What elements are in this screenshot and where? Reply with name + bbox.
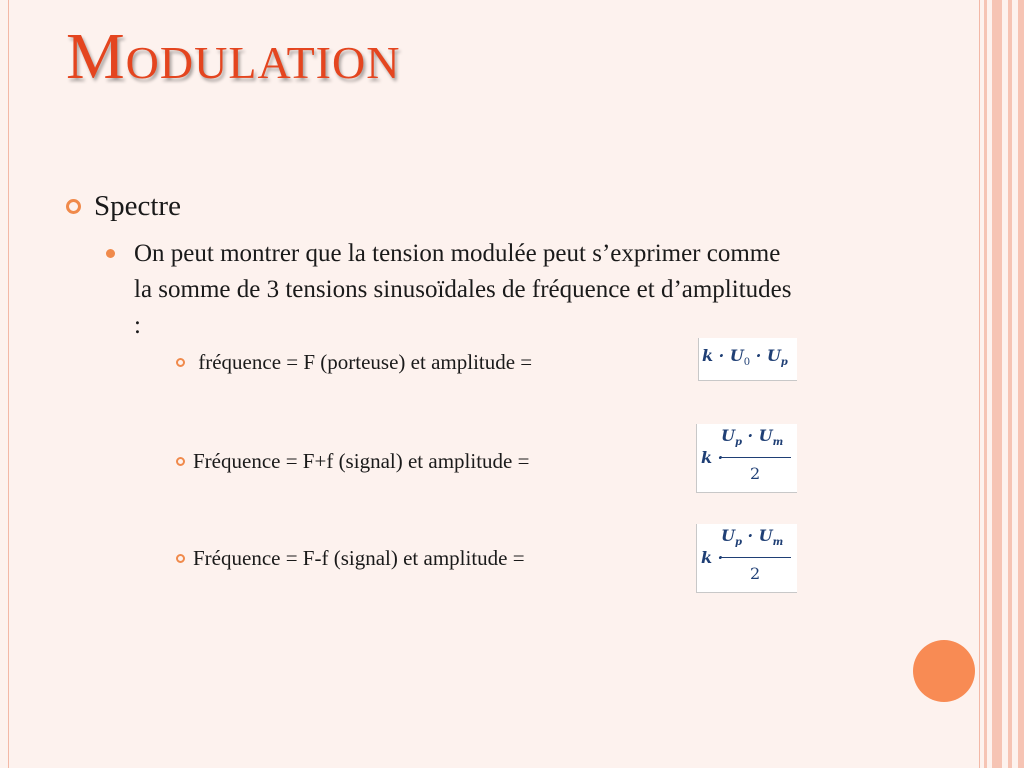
slide-title: Modulation	[66, 20, 401, 93]
heading-spectre: Spectre	[94, 190, 181, 222]
decor-circle	[913, 640, 975, 702]
decor-stripe	[984, 0, 987, 768]
formula-image-carrier-amplitude: $k \cdot U_0 \cdot U_p$	[698, 338, 797, 381]
bullet-spectre	[66, 190, 181, 223]
item-text: Fréquence = F+f (signal) et amplitude =	[193, 449, 530, 473]
formula-image-lower-sideband: k · $U_p \cdot U_m$ 2	[696, 524, 797, 593]
list-item	[176, 449, 529, 474]
bullet-paragraph	[106, 236, 796, 344]
list-item	[176, 546, 525, 571]
ring-bullet-icon	[66, 199, 81, 214]
item-text: fréquence = F (porteuse) et amplitude =	[193, 350, 533, 374]
slide-frame	[8, 0, 980, 768]
formula-image-upper-sideband: k · $U_p \cdot U_m$ 2	[696, 424, 797, 493]
small-ring-bullet-icon	[176, 554, 185, 563]
small-ring-bullet-icon	[176, 358, 185, 367]
decor-stripe	[1008, 0, 1012, 768]
decor-stripe	[992, 0, 1002, 768]
small-ring-bullet-icon	[176, 457, 185, 466]
decor-stripe	[1018, 0, 1024, 768]
list-item	[176, 350, 532, 375]
dot-bullet-icon	[106, 249, 115, 258]
paragraph-text: On peut montrer que la tension modulée peut s’exprimer comme la somme de 3 tensions sinusoïdales de fréquence et d’amplitudes :	[134, 240, 792, 339]
item-text: Fréquence = F-f (signal) et amplitude =	[193, 546, 525, 570]
